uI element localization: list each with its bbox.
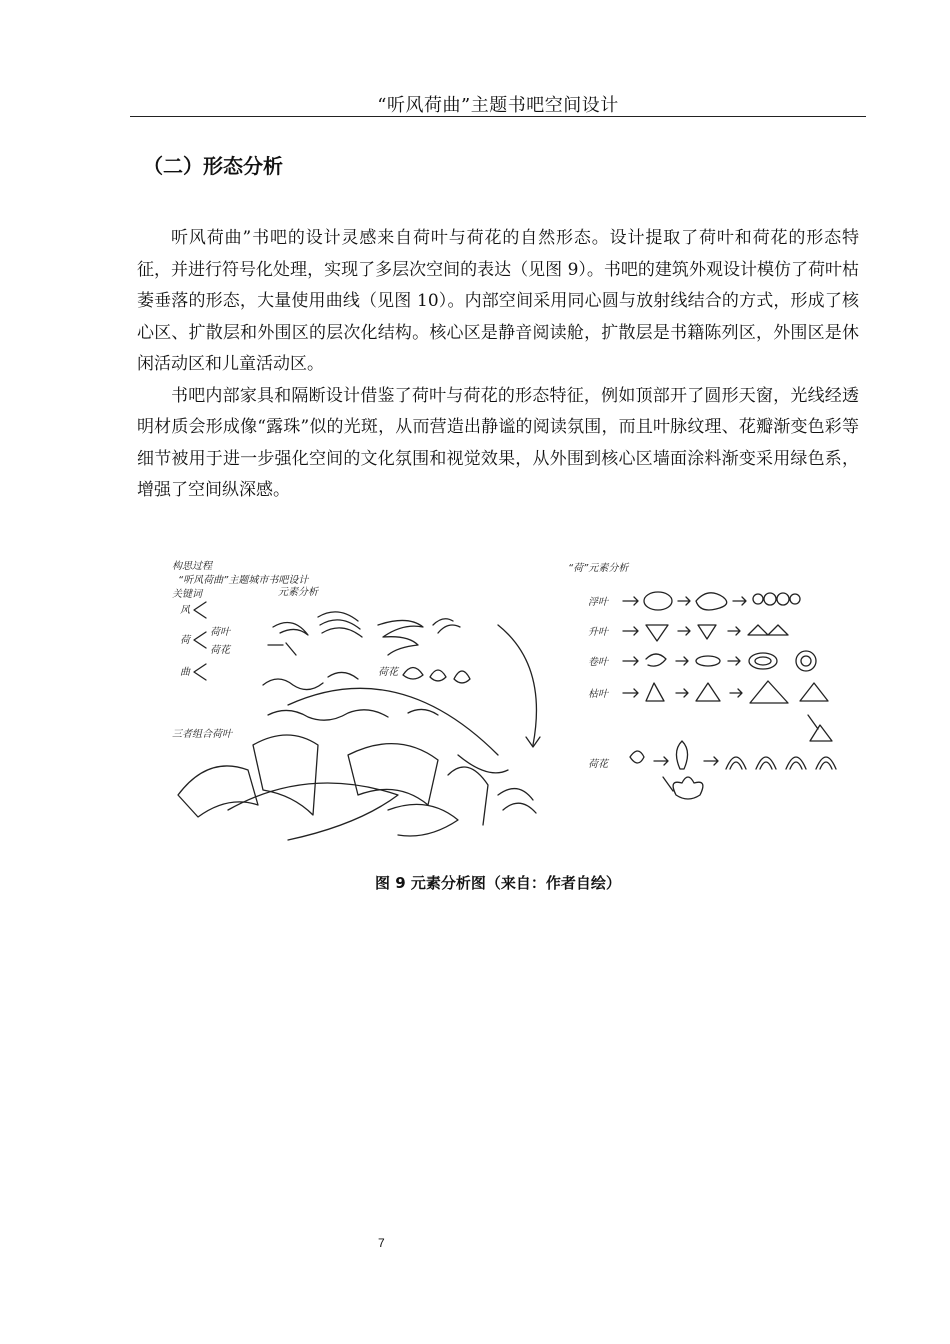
page-number: 7	[378, 1236, 385, 1250]
sketch-label: 元素分析	[278, 587, 318, 598]
sketch-label: 荷花	[378, 667, 398, 678]
figure-caption: 图 9 元素分析图（来自：作者自绘）	[375, 874, 621, 892]
sketch-label: “听风荷曲”主题城市书吧设计	[178, 575, 309, 586]
sketch-label: 卷叶	[588, 657, 608, 668]
header-divider	[130, 116, 866, 117]
sketch-label: 荷叶	[210, 627, 230, 638]
sketch-label: 曲	[180, 667, 190, 678]
sketch-label: 构思过程	[172, 561, 212, 572]
sketch-label: “荷”元素分析	[568, 563, 629, 574]
body-text	[137, 223, 859, 507]
sketch-label: 浮叶	[588, 597, 608, 608]
sketch-label: 荷花	[588, 759, 608, 770]
section-title: （二）形态分析	[143, 154, 283, 178]
sketch-label: 关键词	[172, 589, 202, 600]
sketch-label: 风	[180, 605, 190, 616]
running-header: “听风荷曲”主题书吧空间设计	[377, 95, 619, 116]
sketch-label: 枯叶	[588, 689, 608, 700]
paragraph: 书吧内部家具和隔断设计借鉴了荷叶与荷花的形态特征，例如顶部开了圆形天窗，光线经透明材质会形成像“露珠”似的光斑，从而营造出静谧的阅读氛围，而且叶脉纹理、花瓣渐变色彩等细节被用于进一步强化空间的文化氛围和视觉效果，从外围到核心区墙面涂料渐变采用绿色系，增强了空间纵深感。	[137, 385, 859, 500]
sketch-label: 升叶	[588, 627, 608, 638]
sketch-label: 荷	[180, 635, 190, 646]
element-analysis-sketch	[168, 555, 840, 845]
paragraph: 听风荷曲”书吧的设计灵感来自荷叶与荷花的自然形态。设计提取了荷叶和荷花的形态特征，并进行符号化处理，实现了多层次空间的表达（见图 9）。书吧的建筑外观设计模仿了荷叶枯萎垂落的形态，大量使用曲线（见图 10）。内部空间采用同心圆与放射线结合的方式，形成了核心区、扩散层和外围区的层次化结构。核心区是静音阅读舱，扩散层是书籍陈列区，外围区是休闲活动区和儿童活动区。	[137, 228, 859, 374]
sketch-drawing	[168, 555, 840, 845]
sketch-label: 荷花	[210, 645, 230, 656]
sketch-label: 三者组合荷叶	[172, 729, 232, 740]
